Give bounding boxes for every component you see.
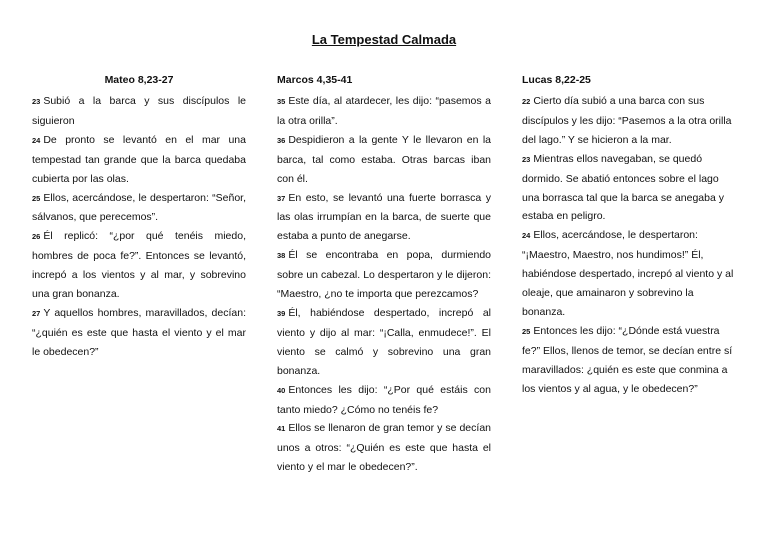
column-lucas (522, 73, 736, 399)
verse (32, 131, 246, 189)
verse-text: Él se encontraba en popa, durmiendo sobre un cabezal. Lo despertaron y le dijeron: “Maestro, ¿no te importa que perezcamos? (277, 249, 491, 301)
verse-text: Mientras ellos navegaban, se quedó dormido. Se abatió entonces sobre el lago una borrasca tal que la barca se anegaba y estaba en peligro. (522, 152, 724, 223)
verse (32, 304, 246, 362)
verse (277, 304, 491, 381)
verse-text: Ellos se llenaron de gran temor y se decían unos a otros: “¿Quién es este que hasta el viento y el mar le obedecen?”. (277, 422, 491, 474)
verse-number: 22 (522, 97, 531, 106)
verse-number: 36 (277, 135, 286, 145)
verse-text: Entonces les dijo: “¿Por qué estáis con tanto miedo? ¿Cómo no tenéis fe? (277, 383, 491, 416)
verse (32, 189, 246, 228)
verse-number: 24 (522, 231, 531, 241)
verse-text: Ellos, acercándose, le despertaron: “¡Maestro, Maestro, nos hundimos!” Él, habiéndose despertado, increpó al viento y al oleaje, que amainaron y sobrevino la bonanza. (522, 229, 734, 318)
verse-number: 27 (32, 308, 41, 318)
verse-text: Subió a la barca y sus discípulos le siguieron (32, 95, 246, 127)
verse-number: 23 (522, 154, 531, 164)
verse-number: 25 (522, 326, 531, 336)
verse (32, 92, 246, 131)
verse-number: 35 (277, 97, 286, 106)
verse-number: 25 (32, 193, 41, 203)
verse-text: Ellos, acercándose, le despertaron: “Señor, sálvanos, que perecemos”. (32, 191, 246, 224)
verse (522, 322, 736, 399)
column-heading: Mateo 8,23-27 (104, 74, 174, 86)
verse-text: Entonces les dijo: “¿Dónde está vuestra fe?” Ellos, llenos de temor, se decían entre sí maravillados: ¿quién es este que conmina a los vientos y al agua, y le obedecen?” (522, 324, 733, 395)
verse (277, 381, 491, 420)
verse-number: 23 (32, 97, 41, 106)
verse (277, 189, 491, 247)
verse-text: Despidieron a la gente Y le llevaron en la barca, tal como estaba. Otras barcas iban con él. (277, 133, 491, 185)
verse (277, 92, 491, 131)
verse-text: De pronto se levantó en el mar una tempestad tan grande que la barca quedaba cubierta por las olas. (32, 133, 246, 185)
verse-number: 24 (32, 135, 41, 145)
document-title: La Tempestad Calmada (311, 32, 457, 47)
verse-text: Él, habiéndose despertado, increpó al viento y dijo al mar: “¡Calla, enmudece!”. El viento se calmó y sobrevino una gran bonanza. (277, 306, 491, 377)
verse-text: Él replicó: “¿por qué tenéis miedo, hombres de poca fe?”. Entonces se levantó, increpó a los vientos y al mar, y sobrevino una gran bonanza. (32, 230, 246, 301)
verse (32, 227, 246, 304)
verse-number: 26 (32, 232, 41, 242)
verse-text: Cierto día subió a una barca con sus discípulos y les dijo: “Pasemos a la otra orilla del lago.” Y se hicieron a la mar. (522, 95, 732, 146)
verse-number: 39 (277, 308, 286, 318)
verse-number: 41 (277, 424, 286, 434)
column-marcos (277, 73, 491, 477)
verse (277, 131, 491, 189)
verse (277, 246, 491, 304)
verse-number: 40 (277, 385, 286, 395)
verse (522, 92, 736, 150)
verse-number: 38 (277, 251, 286, 261)
verse (522, 226, 736, 322)
verse-number: 37 (277, 193, 286, 203)
verse-text: Y aquellos hombres, maravillados, decían: “¿quién es este que hasta el viento y el mar le obedecen?” (32, 306, 246, 358)
column-mateo (32, 73, 246, 362)
verse-text: Este día, al atardecer, les dijo: “pasemos a la otra orilla”. (277, 95, 491, 127)
column-heading: Marcos 4,35-41 (277, 74, 353, 86)
verse (522, 150, 736, 227)
column-heading: Lucas 8,22-25 (522, 74, 591, 86)
verse-text: En esto, se levantó una fuerte borrasca y las olas irrumpían en la barca, de suerte que estaba a punto de anegarse. (277, 191, 491, 243)
verse (277, 419, 491, 477)
